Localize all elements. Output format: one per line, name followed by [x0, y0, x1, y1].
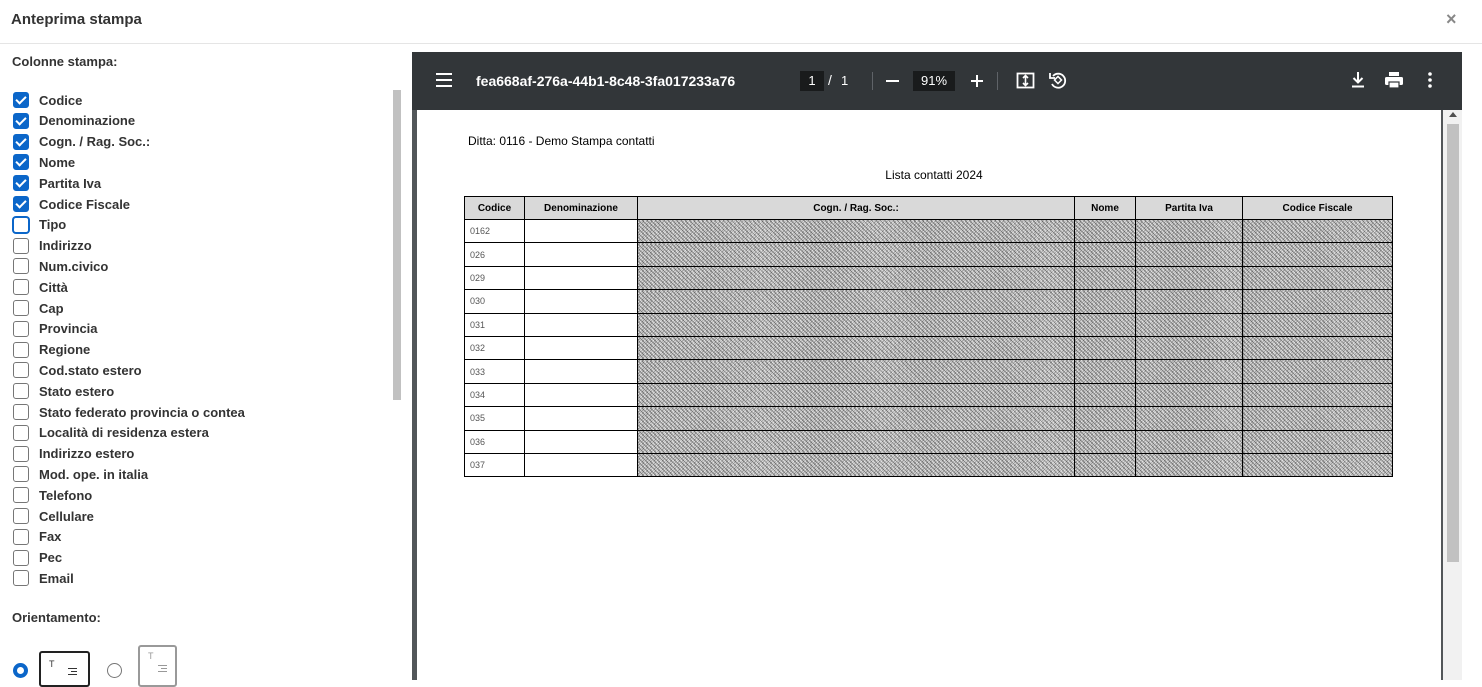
orientation-portrait-radio[interactable]: [107, 663, 122, 678]
fit-page-icon[interactable]: [1016, 71, 1035, 90]
toolbar-divider: [997, 72, 998, 90]
row-denominazione: [525, 220, 638, 243]
column-option[interactable]: [13, 319, 98, 339]
column-label: Mod. ope. in italia: [39, 466, 149, 482]
row-code: 026: [465, 243, 525, 266]
column-checkbox[interactable]: [13, 383, 29, 399]
row-denominazione: [525, 266, 638, 289]
redacted-cell: [1136, 360, 1243, 383]
redacted-cell: [638, 453, 1075, 476]
columns-label: Colonne stampa:: [12, 54, 118, 69]
redacted-cell: [1136, 290, 1243, 313]
column-option[interactable]: [13, 381, 114, 401]
table-header-cell: Partita Iva: [1136, 197, 1243, 220]
column-option[interactable]: [13, 90, 82, 110]
column-checkbox[interactable]: [13, 175, 29, 191]
column-option[interactable]: [13, 548, 62, 568]
table-row: [465, 336, 1393, 359]
column-label: Partita Iva: [39, 175, 102, 191]
row-code: 032: [465, 336, 525, 359]
redacted-cell: [1136, 243, 1243, 266]
row-code: 034: [465, 383, 525, 406]
row-code: 0162: [465, 220, 525, 243]
column-option[interactable]: [13, 194, 130, 214]
redacted-cell: [1075, 220, 1136, 243]
row-denominazione: [525, 243, 638, 266]
close-icon[interactable]: ×: [1446, 9, 1457, 29]
pdf-toolbar: [412, 52, 1462, 110]
column-option[interactable]: [13, 173, 101, 193]
scroll-up-arrow-icon[interactable]: [1449, 112, 1457, 117]
redacted-cell: [1075, 336, 1136, 359]
more-vert-icon[interactable]: [1428, 72, 1432, 88]
redacted-cell: [1243, 336, 1393, 359]
contacts-table: [464, 196, 1393, 477]
column-label: Telefono: [39, 487, 93, 503]
row-code: 033: [465, 360, 525, 383]
download-icon[interactable]: [1350, 71, 1366, 89]
table-row: [465, 243, 1393, 266]
column-checkbox[interactable]: [13, 196, 29, 212]
portrait-icon[interactable]: [138, 645, 177, 687]
column-label: Tipo: [39, 217, 67, 233]
column-option[interactable]: [13, 360, 142, 380]
column-option[interactable]: [13, 298, 64, 318]
column-checkbox[interactable]: [13, 550, 29, 566]
pdf-viewer: [412, 52, 1462, 680]
redacted-cell: [1136, 453, 1243, 476]
column-checkbox[interactable]: [13, 425, 29, 441]
orientation-landscape-radio[interactable]: [13, 663, 28, 678]
redacted-cell: [1075, 430, 1136, 453]
row-denominazione: [525, 313, 638, 336]
column-checkbox[interactable]: [13, 446, 29, 462]
row-code: 037: [465, 453, 525, 476]
column-option[interactable]: [13, 236, 92, 256]
column-option[interactable]: [13, 340, 90, 360]
table-row: [465, 430, 1393, 453]
column-label: Denominazione: [39, 113, 136, 129]
column-option[interactable]: [13, 464, 148, 484]
table-header-cell: Codice Fiscale: [1243, 197, 1393, 220]
column-option[interactable]: [13, 527, 61, 547]
redacted-cell: [638, 430, 1075, 453]
column-checkbox[interactable]: [13, 362, 29, 378]
zoom-input[interactable]: 91%: [913, 71, 955, 91]
column-label: Codice Fiscale: [39, 196, 131, 212]
redacted-cell: [1136, 336, 1243, 359]
redacted-cell: [1136, 266, 1243, 289]
columns-list: [0, 90, 390, 590]
row-code: 030: [465, 290, 525, 313]
column-label: Cap: [39, 300, 64, 316]
table-row: [465, 220, 1393, 243]
column-label: Fax: [39, 529, 62, 545]
redacted-cell: [1243, 430, 1393, 453]
column-checkbox[interactable]: [13, 154, 29, 170]
column-label: Località di residenza estera: [39, 425, 209, 441]
table-row: [465, 453, 1393, 476]
column-checkbox[interactable]: [13, 487, 29, 503]
column-option[interactable]: [13, 132, 150, 152]
redacted-cell: [1075, 453, 1136, 476]
column-option[interactable]: [13, 111, 135, 131]
redacted-cell: [1136, 430, 1243, 453]
row-denominazione: [525, 453, 638, 476]
column-checkbox[interactable]: [13, 217, 29, 233]
row-denominazione: [525, 407, 638, 430]
print-icon[interactable]: [1384, 71, 1404, 89]
column-label: Nome: [39, 154, 76, 170]
column-label: Stato estero: [39, 383, 115, 399]
redacted-cell: [1136, 220, 1243, 243]
redacted-cell: [1075, 360, 1136, 383]
column-label: Indirizzo: [39, 238, 92, 254]
redacted-cell: [638, 336, 1075, 359]
column-option[interactable]: [13, 256, 108, 276]
column-checkbox[interactable]: [13, 466, 29, 482]
page-total: 1: [841, 73, 849, 88]
column-option[interactable]: [13, 568, 74, 588]
column-option[interactable]: [13, 485, 92, 505]
column-label: Num.civico: [39, 258, 109, 274]
column-checkbox[interactable]: [13, 300, 29, 316]
redacted-cell: [638, 220, 1075, 243]
redacted-cell: [1243, 407, 1393, 430]
column-checkbox[interactable]: [13, 570, 29, 586]
column-label: Email: [39, 570, 74, 586]
column-label: Provincia: [39, 321, 98, 337]
column-option[interactable]: [13, 423, 209, 443]
row-denominazione: [525, 336, 638, 359]
landscape-icon[interactable]: [39, 651, 90, 687]
column-label: Codice: [39, 92, 83, 108]
column-checkbox[interactable]: [13, 321, 29, 337]
column-checkbox[interactable]: [13, 279, 29, 295]
redacted-cell: [1243, 453, 1393, 476]
column-label: Cod.stato estero: [39, 362, 142, 378]
table-row: [465, 313, 1393, 336]
zoom-in-icon[interactable]: [970, 74, 984, 88]
menu-icon[interactable]: [436, 73, 452, 87]
column-option[interactable]: [13, 152, 75, 172]
column-option[interactable]: [13, 277, 68, 297]
row-denominazione: [525, 430, 638, 453]
column-checkbox[interactable]: [13, 238, 29, 254]
table-row: [465, 360, 1393, 383]
pdf-scrollbar-thumb[interactable]: [1447, 124, 1459, 562]
redacted-cell: [638, 313, 1075, 336]
redacted-cell: [1136, 313, 1243, 336]
column-option[interactable]: [13, 215, 66, 235]
redacted-cell: [1075, 383, 1136, 406]
column-label: Regione: [39, 342, 91, 358]
column-label: Stato federato provincia o contea: [39, 404, 245, 420]
dialog-header: [0, 0, 1482, 44]
column-label: Cogn. / Rag. Soc.:: [39, 134, 151, 150]
redacted-cell: [1136, 383, 1243, 406]
redacted-cell: [1243, 313, 1393, 336]
row-code: 035: [465, 407, 525, 430]
column-checkbox[interactable]: [13, 529, 29, 545]
page-separator: /: [828, 72, 832, 88]
table-header-cell: Cogn. / Rag. Soc.:: [638, 197, 1075, 220]
column-checkbox[interactable]: [13, 258, 29, 274]
row-code: 031: [465, 313, 525, 336]
column-option[interactable]: [13, 402, 245, 422]
document-title: Lista contatti 2024: [885, 168, 983, 182]
redacted-cell: [638, 383, 1075, 406]
redacted-cell: [638, 243, 1075, 266]
rotate-icon[interactable]: [1048, 70, 1068, 90]
portrait-icon-letter: T: [148, 651, 154, 661]
columns-scrollbar[interactable]: [393, 90, 401, 400]
column-checkbox[interactable]: [13, 508, 29, 524]
zoom-out-icon[interactable]: [886, 80, 899, 82]
redacted-cell: [1243, 220, 1393, 243]
table-row: [465, 383, 1393, 406]
settings-panel: [0, 44, 410, 680]
row-denominazione: [525, 383, 638, 406]
page-number-input[interactable]: 1: [800, 71, 824, 91]
redacted-cell: [1243, 243, 1393, 266]
orientation-options: [0, 644, 400, 674]
redacted-cell: [1136, 407, 1243, 430]
redacted-cell: [638, 360, 1075, 383]
table-header-cell: Codice: [465, 197, 525, 220]
column-label: Città: [39, 279, 68, 295]
table-row: [465, 266, 1393, 289]
landscape-icon-letter: T: [49, 659, 55, 669]
column-label: Cellulare: [39, 508, 94, 524]
column-checkbox[interactable]: [13, 113, 29, 129]
column-checkbox[interactable]: [13, 404, 29, 420]
column-checkbox[interactable]: [13, 92, 29, 108]
orientation-label: Orientamento:: [12, 610, 101, 625]
redacted-cell: [1243, 290, 1393, 313]
table-body: [465, 220, 1393, 477]
redacted-cell: [638, 290, 1075, 313]
table-row: [465, 290, 1393, 313]
redacted-cell: [1243, 360, 1393, 383]
redacted-cell: [638, 266, 1075, 289]
column-option[interactable]: [13, 506, 94, 526]
column-label: Pec: [39, 550, 63, 566]
table-row: [465, 407, 1393, 430]
redacted-cell: [1075, 407, 1136, 430]
column-checkbox[interactable]: [13, 342, 29, 358]
toolbar-divider: [872, 72, 873, 90]
pdf-page: [417, 110, 1441, 680]
table-header-row: [465, 197, 1393, 220]
column-label: Indirizzo estero: [39, 446, 135, 462]
row-code: 029: [465, 266, 525, 289]
row-denominazione: [525, 290, 638, 313]
document-company: Ditta: 0116 - Demo Stampa contatti: [468, 134, 655, 148]
redacted-cell: [638, 407, 1075, 430]
redacted-cell: [1075, 243, 1136, 266]
row-code: 036: [465, 430, 525, 453]
table-header-cell: Denominazione: [525, 197, 638, 220]
redacted-cell: [1243, 266, 1393, 289]
column-option[interactable]: [13, 444, 134, 464]
redacted-cell: [1075, 290, 1136, 313]
row-denominazione: [525, 360, 638, 383]
column-checkbox[interactable]: [13, 134, 29, 150]
pdf-file-name: fea668af-276a-44b1-8c48-3fa017233a76: [476, 73, 736, 89]
redacted-cell: [1075, 313, 1136, 336]
redacted-cell: [1243, 383, 1393, 406]
dialog-title: Anteprima stampa: [11, 11, 142, 28]
table-header-cell: Nome: [1075, 197, 1136, 220]
redacted-cell: [1075, 266, 1136, 289]
